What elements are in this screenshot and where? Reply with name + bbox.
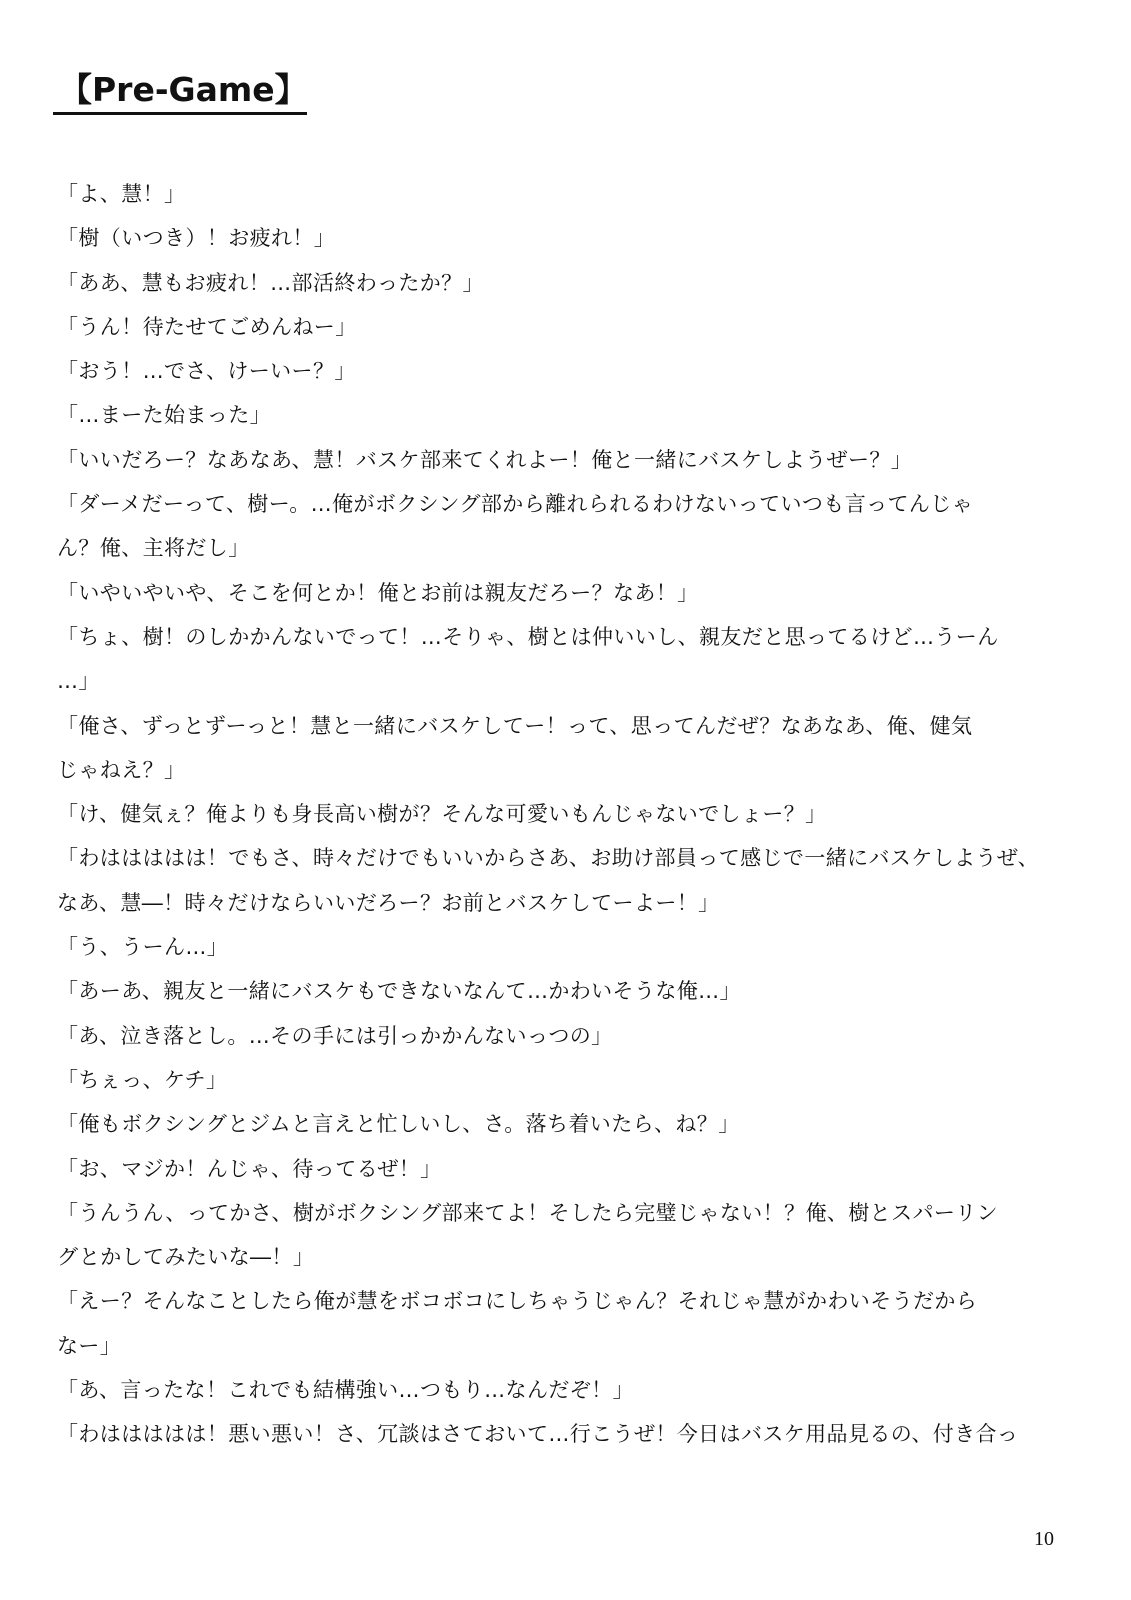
dialogue-line: 「いやいやいや、そこを何とか！俺とお前は親友だろー？なあ！」	[57, 580, 699, 605]
dialogue-line: 「ダーメだーって、樹ー。…俺がボクシング部から離れられるわけないっていつも言ってんじゃ	[57, 492, 974, 517]
dialogue-line: 「う、うーん…」	[57, 935, 229, 960]
dialogue-line: 「け、健気ぇ？俺よりも身長高い樹が？そんな可愛いもんじゃないでしょー？」	[57, 802, 827, 827]
dialogue-line: じゃねえ？」	[57, 757, 186, 782]
dialogue-body	[57, 172, 1077, 1457]
dialogue-line: ん？俺、主将だし」	[57, 536, 250, 561]
dialogue-line: 「樹（いつき）！お疲れ！」	[57, 226, 336, 251]
dialogue-line: なあ、慧―！時々だけならいいだろー？お前とバスケしてーよー！」	[57, 890, 720, 915]
dialogue-line: 「うんうん、ってかさ、樹がボクシング部来てよ！そしたら完璧じゃない！？俺、樹とスパーリン	[57, 1200, 999, 1225]
dialogue-line: 「あ、言ったな！これでも結構強い…つもり…なんだぞ！」	[57, 1378, 634, 1403]
dialogue-line: なー」	[57, 1333, 122, 1358]
dialogue-line: 「俺さ、ずっとずーっと！慧と一緒にバスケしてー！って、思ってんだぜ？なあなあ、俺、健気	[57, 713, 973, 738]
dialogue-line: 「よ、慧！」	[57, 182, 186, 206]
dialogue-line: 「俺もボクシングとジムと言えと忙しいし、さ。落ち着いたら、ね？」	[57, 1112, 740, 1137]
dialogue-line: …」	[57, 669, 100, 694]
dialogue-line: 「いいだろー？なあなあ、慧！バスケ部来てくれよー！俺と一緒にバスケしようぜー？」	[57, 447, 913, 472]
section-heading: 【Pre-Game】	[53, 70, 307, 115]
dialogue-line: 「ちょ、樹！のしかかんないでって！…そりゃ、樹とは仲いいし、親友だと思ってるけど…うーん	[57, 624, 999, 649]
dialogue-line: 「あ、泣き落とし。…その手には引っかかんないっつの」	[57, 1023, 613, 1048]
dialogue-line: 「…まーた始まった」	[57, 403, 271, 428]
dialogue-line: グとかしてみたいな―！」	[57, 1245, 315, 1270]
dialogue-line: 「えー？そんなことしたら俺が慧をボコボコにしちゃうじゃん？それじゃ慧がかわいそうだから	[57, 1289, 978, 1314]
dialogue-line: 「あーあ、親友と一緒にバスケもできないなんて…かわいそうな俺…」	[57, 979, 741, 1004]
dialogue-line: 「わははははは！でもさ、時々だけでもいいからさあ、お助け部員って感じで一緒にバスケしようぜ、	[57, 846, 1040, 871]
dialogue-line: 「ちぇっ、ケチ」	[57, 1067, 228, 1092]
dialogue-line: 「わははははは！悪い悪い！さ、冗談はさておいて…行こうぜ！今日はバスケ用品見るの、付き合っ	[57, 1422, 1019, 1447]
page-number: 10	[1034, 1528, 1054, 1550]
dialogue-line: 「おう！…でさ、けーいー？」	[57, 359, 356, 384]
dialogue-line: 「お、マジか！んじゃ、待ってるぜ！」	[57, 1156, 442, 1181]
dialogue-line: 「うん！待たせてごめんねー」	[57, 314, 357, 339]
dialogue-line: 「ああ、慧もお疲れ！…部活終わったか？」	[57, 270, 484, 295]
